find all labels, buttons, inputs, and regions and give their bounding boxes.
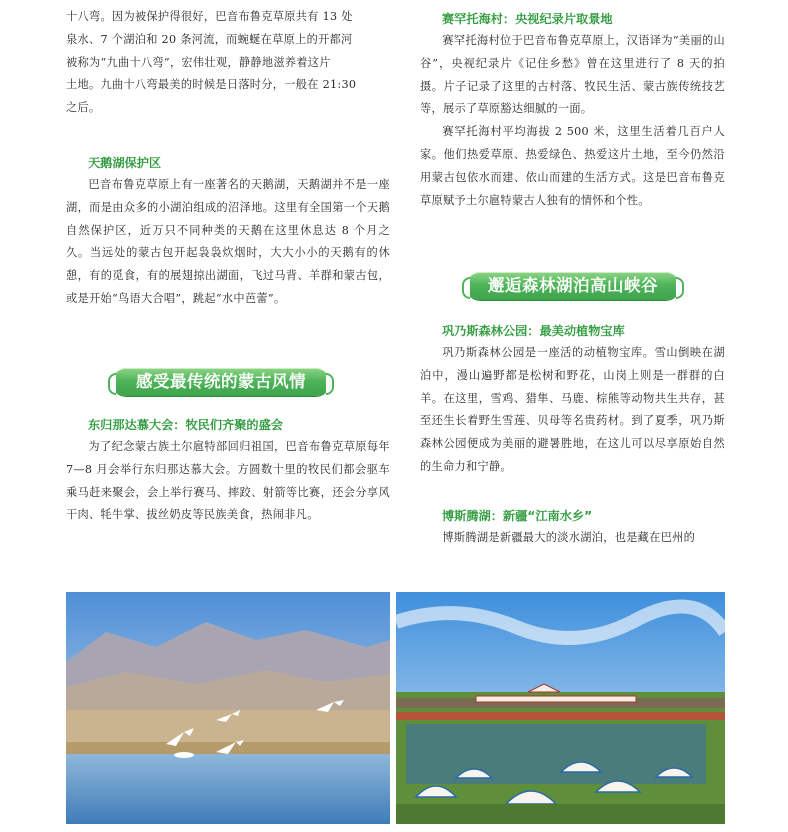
festival-heading: 东归那达慕大会：牧民们齐聚的盛会 (88, 418, 283, 432)
left-column (66, 6, 390, 311)
village-heading: 赛罕托海村：央视纪录片取景地 (442, 12, 613, 26)
nadam-festival-photo (396, 592, 725, 824)
park-heading: 巩乃斯森林公园：最美动植物宝库 (442, 324, 625, 338)
park-text: 巩乃斯森林公园是一座活的动植物宝库。雪山倒映在湖泊中，漫山遍野都是松树和野花，山岗上则是一群群的白羊。在这里，雪鸡、猎隼、马鹿、棕熊等动物共生共存，甚至还生长着野生雪莲、贝母等名贵药材。到了夏季，巩乃斯森林公园便成为美丽的避暑胜地，在这儿可以尽享原始自然的生命力和宁静。 (420, 346, 725, 473)
lake-text: 博斯腾湖是新疆最大的淡水湖泊，也是藏在巴州的 (442, 530, 696, 544)
swan-lake-text: 巴音布鲁克草原上有一座著名的天鹅湖，天鹅湖并不是一座湖，而是由众多的小湖泊组成的沼泽地。这里有全国第一个天鹅自然保护区，近万只不同种类的天鹅在这里休息达 8 个月之久。当远处的蒙古包开起袅袅炊烟时，大大小小的天鹅有的休憩，有的觅食，有的展翅掠出湖面，飞过马背、羊群和蒙古包，或是开始“鸟语大合唱”，跳起“水中芭蕾”。 (66, 177, 390, 305)
intro-line: 十八弯。因为被保护得很好，巴音布鲁克草原共有 13 处 (66, 10, 353, 23)
village-text-1: 赛罕托海村位于巴音布鲁克草原上，汉语译为“美丽的山谷”，央视纪录片《记住乡愁》曾在这里进行了 8 天的拍摄。片子记录了这里的古村落、牧民生活、蒙古族传统技艺等，展示了草原豁达细腻的一面。 (420, 34, 725, 116)
festival-text: 为了纪念蒙古族土尔扈特部回归祖国，巴音布鲁克草原每年 7—8 月会举行东归那达慕大会。方圆数十里的牧民们都会驱车乘马赶来聚会，会上举行赛马、摔跤、射箭等比赛，还会分享风干肉、牦牛掌、拔丝奶皮等民族美食，热闹非凡。 (66, 440, 390, 522)
intro-line: 土地。九曲十八弯最美的时候是日落时分，一般在 21:30 (66, 78, 357, 92)
village-text-2: 赛罕托海村平均海拔 2 500 米，这里生活着几百户人家。他们热爱草原、热爱绿色、热爱这片土地，至今仍然沿用蒙古包依水而建、依山而建的生活方式。这是巴音布鲁克草原赋予土尔扈特蒙古人独有的情怀和个性。 (420, 125, 725, 207)
right-column (420, 8, 725, 212)
section-banner-mongolian: 感受最传统的蒙古风情 (112, 368, 330, 396)
right-column-lower (420, 320, 725, 550)
swan-lake-heading: 天鹅湖保护区 (88, 155, 162, 170)
section-banner-forest: 邂逅森林湖泊高山峡谷 (466, 272, 680, 300)
swan-lake-photo (66, 592, 390, 824)
intro-line: 之后。 (66, 101, 101, 115)
intro-line: 泉水、7 个湖泊和 20 条河流，而蜿蜒在草原上的开都河 (66, 32, 353, 46)
festival-section (66, 414, 390, 527)
intro-line: 被称为“九曲十八弯”，宏伟壮观，静静地滋养着这片 (66, 55, 331, 69)
lake-heading: 博斯腾湖：新疆“江南水乡” (442, 508, 593, 523)
